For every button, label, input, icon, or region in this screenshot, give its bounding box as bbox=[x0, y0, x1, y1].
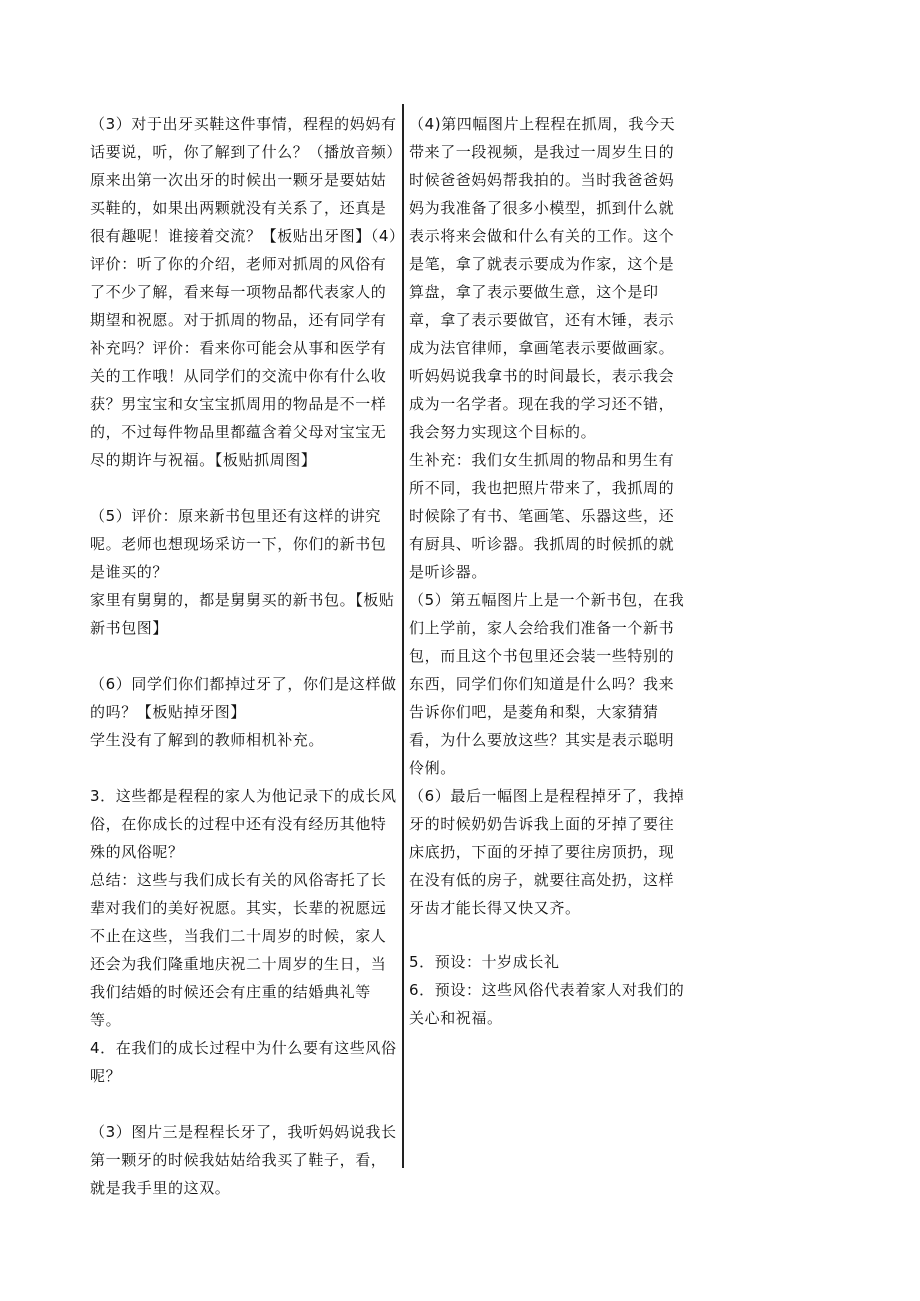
left-paragraph-1: （3）对于出牙买鞋这件事情，程程的妈妈有话要说，听，你了解到了什么？（播放音频）原来出第一次出牙的时候出一颗牙是要姑姑买鞋的，如果出两颗就没有关系了，还真是很有趣呢！谁接着交流？【板贴出牙图】（4）评价：听了你的介绍，老师对抓周的风俗有了不少了解，看来每一项物品都代表家人的期望和祝愿。对于抓周的物品，还有同学有补充吗？评价：看来你可能会从事和医学有关的工作哦！从同学们的交流中你有什么收获？男宝宝和女宝宝抓周用的物品是不一样的，不过每件物品里都蕴含着父母对宝宝无尽的期许与祝福。【板贴抓周图】 bbox=[90, 115, 398, 469]
left-paragraph-8: 4．在我们的成长过程中为什么要有这些风俗呢？ bbox=[90, 1039, 397, 1085]
left-paragraph-7: 总结：这些与我们成长有关的风俗寄托了长辈对我们的美好祝愿。其实，长辈的祝愿远不止在这些，当我们二十周岁的时候，家人还会为我们隆重地庆祝二十周岁的生日，当我们结婚的时候还会有庄重的结婚典礼等等。 bbox=[90, 871, 387, 1029]
left-paragraph-2: （5）评价：原来新书包里还有这样的讲究呢。老师也想现场采访一下，你们的新书包是谁买的？ bbox=[90, 507, 387, 581]
right-column bbox=[409, 110, 685, 1032]
left-paragraph-4: （6）同学们你们都掉过牙了，你们是这样做的吗？【板贴掉牙图】 bbox=[90, 675, 397, 721]
left-paragraph-5: 学生没有了解到的教师相机补充。 bbox=[90, 731, 325, 749]
right-paragraph-4: （6）最后一幅图上是程程掉牙了，我掉牙的时候奶奶告诉我上面的牙掉了要往床底扔，下面的牙掉了要往房顶扔，现在没有低的房子，就要往高处扔，这样牙齿才能长得又快又齐。 bbox=[409, 787, 685, 917]
left-column bbox=[90, 110, 398, 1202]
right-paragraph-1: （4)第四幅图片上程程在抓周，我今天带来了一段视频，是我过一周岁生日的时候爸爸妈妈帮我拍的。当时我爸爸妈妈为我准备了很多小模型，抓到什么就表示将来会做和什么有关的工作。这个是笔，拿了就表示要成为作家，这个是算盘，拿了表示要做生意，这个是印章，拿了表示要做官，还有木锤，表示成为法官律师，拿画笔表示要做画家。听妈妈说我拿书的时间最长，表示我会成为一名学者。现在我的学习还不错，我会努力实现这个目标的。 bbox=[409, 115, 676, 441]
right-paragraph-6: 6．预设：这些风俗代表着家人对我们的关心和祝福。 bbox=[409, 981, 685, 1027]
right-paragraph-3: （5）第五幅图片上是一个新书包，在我们上学前，家人会给我们准备一个新书包，而且这个书包里还会装一些特别的东西，同学们你们知道是什么吗？我来告诉你们吧，是菱角和梨，大家猜猜看，为什么要放这些？其实是表示聪明伶俐。 bbox=[409, 591, 685, 777]
right-paragraph-2: 生补充：我们女生抓周的物品和男生有所不同，我也把照片带来了，我抓周的时候除了有书、笔画笔、乐器这些，还有厨具、听诊器。我抓周的时候抓的就是听诊器。 bbox=[409, 451, 675, 581]
column-divider bbox=[402, 104, 404, 1168]
right-paragraph-5: 5．预设：十岁成长礼 bbox=[409, 953, 560, 971]
left-paragraph-3: 家里有舅舅的，都是舅舅买的新书包。【板贴新书包图】 bbox=[90, 591, 395, 637]
left-paragraph-6: 3．这些都是程程的家人为他记录下的成长风俗，在你成长的过程中还有没有经历其他特殊的风俗呢？ bbox=[90, 787, 397, 861]
left-paragraph-9: （3）图片三是程程长牙了，我听妈妈说我长第一颗牙的时候我姑姑给我买了鞋子，看，就是我手里的这双。 bbox=[90, 1123, 397, 1197]
